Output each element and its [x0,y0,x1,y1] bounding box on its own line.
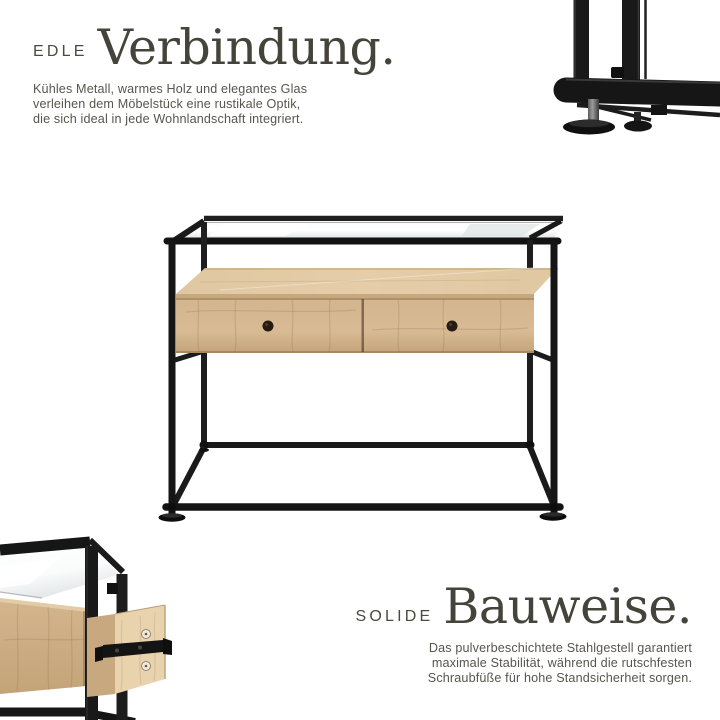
headline-block-top [33,19,396,127]
drawer-gap [362,299,365,352]
bottom-rail-closeup [0,712,135,720]
leg-connector-tab [107,583,118,594]
product-photo-drawer-closeup [0,530,180,720]
drawer-screw-bottom [142,662,151,671]
headline-block-bottom [355,578,692,686]
joint-connector [611,67,624,78]
body-top-line: Kühles Metall, warmes Holz und elegantes Glas [33,82,308,97]
drawer-knob-right [447,321,458,332]
title-bottom: Bauweise. [443,578,692,635]
foot-screw [588,99,599,123]
crossbar [566,80,720,95]
body-top-line: verleihen dem Möbelstück eine rustikale Optik, [33,97,301,112]
body-bottom-line: Das pulverbeschichtete Stahlgestell garantiert [428,641,692,656]
body-copy-bottom [355,641,692,686]
open-drawer [87,605,172,697]
glass-top [175,221,563,238]
eyebrow-top: EDLE [33,43,88,60]
bottom-frame [166,441,560,508]
metal-post-front [574,0,590,84]
wood-drawer-unit [176,266,560,353]
rail-stop-tab [95,646,103,662]
body-bottom-line: maximale Stabilität, während die rutschfesten [431,656,692,671]
drawer-knob-left [263,321,274,332]
product-photo-foot-closeup [552,0,720,150]
headline-bottom [355,578,692,635]
eyebrow-bottom: SOLIDE [355,608,434,625]
rail-bracket [651,105,667,115]
adjustable-foot [563,99,615,135]
product-photo-main [140,193,600,533]
metal-post-rear [622,0,640,80]
drawer-screw-top [142,630,151,639]
cabinet-front [0,598,87,694]
body-top-line: die sich ideal in jede Wohnlandschaft integriert. [33,112,304,127]
body-copy-top [33,82,395,127]
headline-top [33,19,396,76]
title-top: Verbindung. [97,19,396,76]
rail-end-bracket [163,638,172,655]
foot-front-left [159,510,186,522]
wood-slab-front-edge [176,294,534,298]
drawer-fronts [176,298,534,353]
foot-front-right [540,510,567,521]
body-bottom-line: Schraubfüße für hohe Standsicherheit sorgen. [427,671,692,686]
